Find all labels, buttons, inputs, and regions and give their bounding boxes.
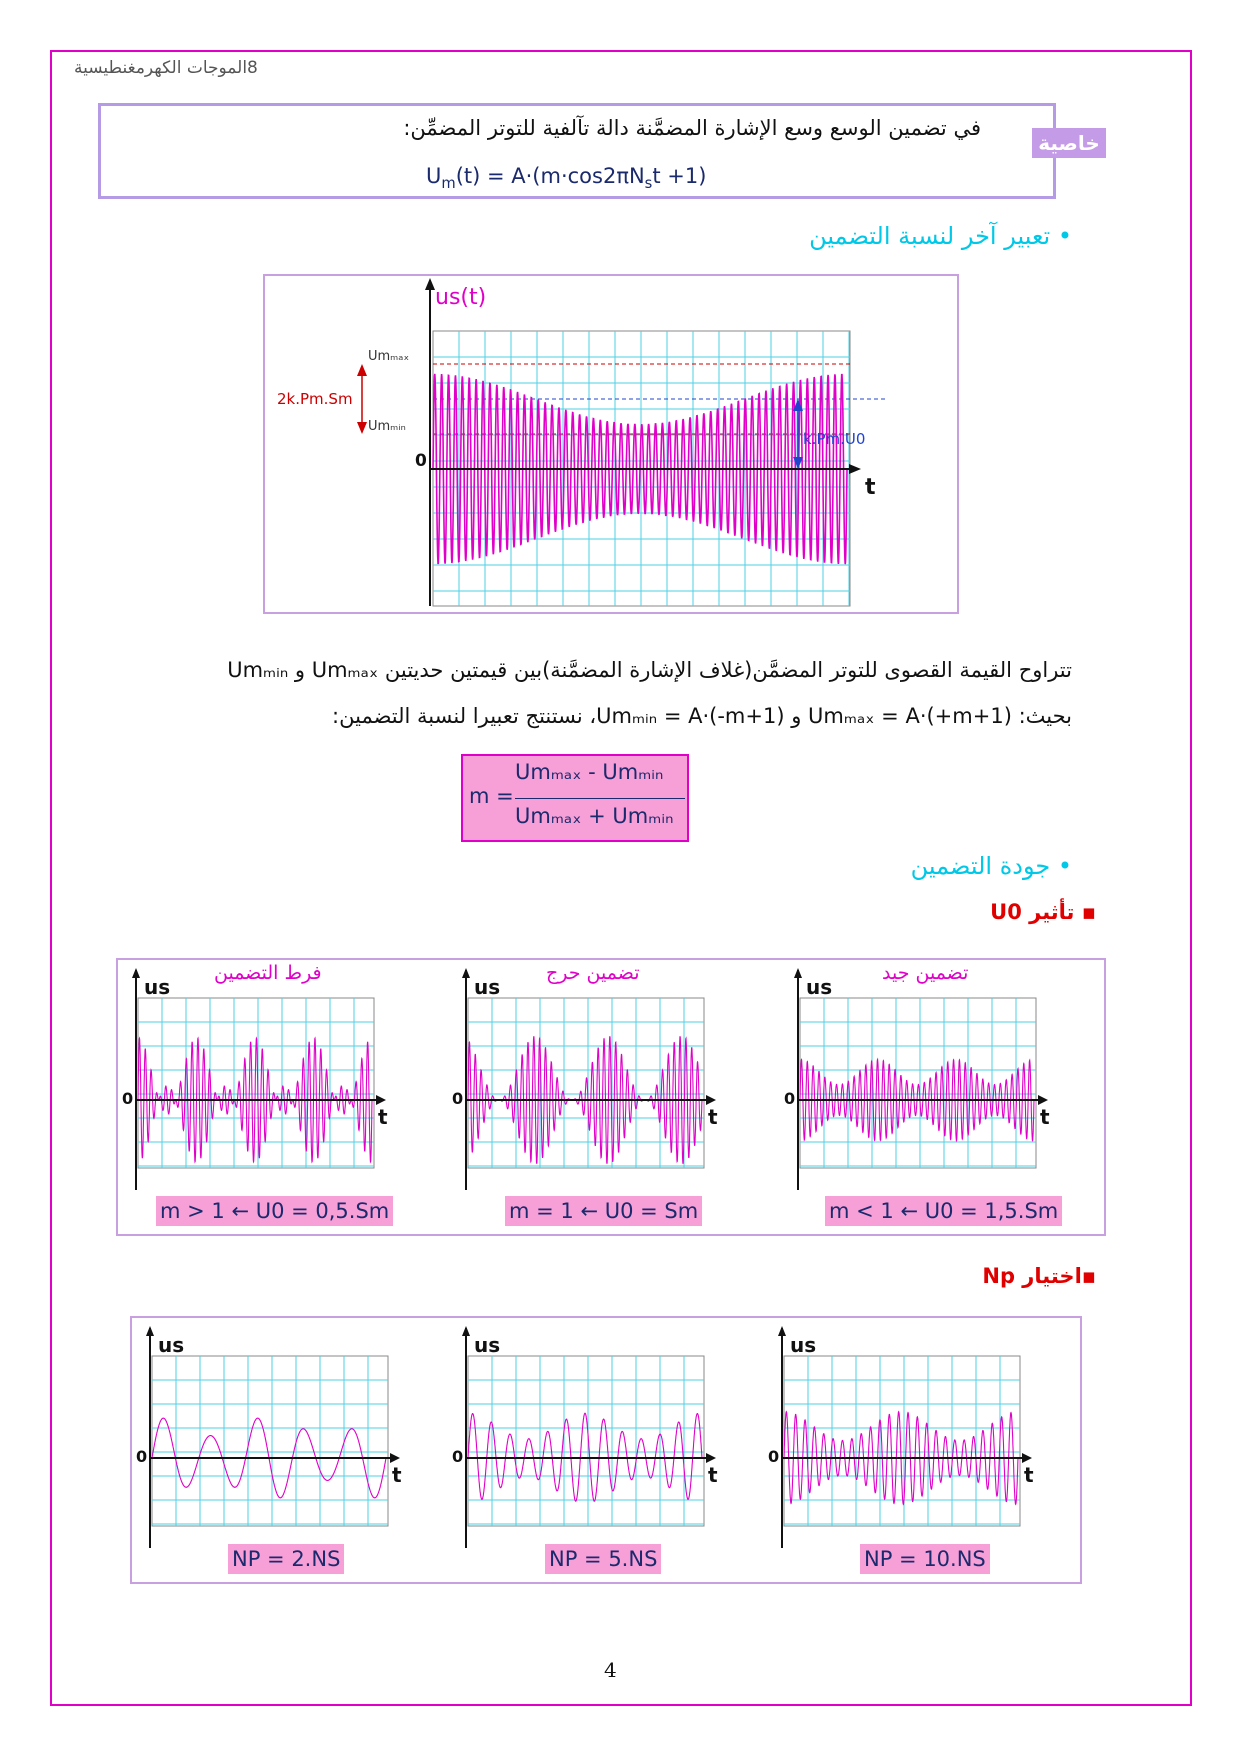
us-axis-label: us (790, 1333, 817, 1357)
origin-label: 0 (122, 1089, 134, 1108)
property-box (98, 103, 1056, 199)
grid (152, 1356, 388, 1526)
y-axis-arrow-icon (425, 278, 435, 290)
x-axis-arrow-icon (376, 1095, 386, 1105)
formula-denominator: Umₘₐₓ + Umₘᵢₙ (515, 804, 674, 828)
us-axis-label: us (474, 975, 501, 999)
origin-label: 0 (784, 1089, 796, 1108)
two-k-up-arrow-icon (357, 364, 367, 376)
np-choice-heading: ▪اختيار Np (982, 1264, 1096, 1288)
section-bullet-modulation-ratio: • تعبير آخر لنسبة التضمين (809, 222, 1072, 250)
formula-lhs: m = (469, 784, 514, 808)
u0-caption-2: m = 1 ← U0 = Sm (505, 1196, 702, 1226)
t-axis-label: t (708, 1463, 718, 1487)
modulation-ratio-formula (461, 754, 689, 842)
envelope-expression-paragraph: بحيث: Umₘₐₓ = A·(+m+1) و Umₘᵢₙ = A·(-m+1)، نستنتج تعبيرا لنسبة التضمين: (332, 704, 1072, 728)
two-k-down-arrow-icon (357, 422, 367, 434)
t-axis-label: t (865, 475, 876, 500)
origin-label: 0 (452, 1447, 464, 1466)
origin-label: 0 (415, 451, 427, 471)
np-graphs-panel (130, 1316, 1082, 1584)
y-axis-arrow-icon (462, 1326, 470, 1336)
np-caption-2: NP = 5.NS (545, 1544, 661, 1574)
grid (138, 998, 374, 1168)
grid (468, 1356, 704, 1526)
y-axis-arrow-icon (778, 1326, 786, 1336)
origin-label: 0 (136, 1447, 148, 1466)
x-axis-arrow-icon (849, 464, 861, 474)
u0-caption-3: m < 1 ← U0 = 1,5.Sm (825, 1196, 1062, 1226)
envelope-paragraph: تتراوح القيمة القصوى للتوتر المضمَّن(غلاف الإشارة المضمَّنة)بين قيمتين حديتين Umₘₐₓ و Umₘᵢₙ (227, 658, 1072, 682)
fraction-bar (515, 798, 685, 799)
np-caption-3: NP = 10.NS (860, 1544, 990, 1574)
t-axis-label: t (708, 1105, 718, 1129)
u0-graph-title-1: فرط التضمين (214, 962, 322, 984)
t-axis-label: t (392, 1463, 402, 1487)
u0-graphs-svg (118, 960, 1104, 1234)
k-label: k.Pm.U0 (803, 430, 866, 448)
property-text: في تضمين الوسع وسع الإشارة المضمَّنة دالة تآلفية للتوتر المضمِّن: (403, 116, 981, 140)
x-axis-arrow-icon (706, 1453, 716, 1463)
us-axis-label: us (144, 975, 171, 999)
t-axis-label: t (1040, 1105, 1050, 1129)
y-axis-label: us(t) (435, 285, 487, 310)
page-number: 4 (604, 1658, 617, 1682)
two-k-label: 2k.Pm.Sm (277, 390, 353, 408)
us-axis-label: us (474, 1333, 501, 1357)
us-axis-label: us (158, 1333, 185, 1357)
us-axis-label: us (806, 975, 833, 999)
x-axis-arrow-icon (1038, 1095, 1048, 1105)
origin-label: 0 (768, 1447, 780, 1466)
np-graphs-svg (132, 1318, 1080, 1582)
u0-graph-title-3: تضمين جيد (882, 962, 969, 984)
section-bullet-modulation-quality: • جودة التضمين (910, 852, 1072, 880)
formula-numerator: Umₘₐₓ - Umₘᵢₙ (515, 760, 664, 784)
u0-graphs-panel (116, 958, 1106, 1236)
t-axis-label: t (378, 1105, 388, 1129)
u0-caption-1: m > 1 ← U0 = 0,5.Sm (156, 1196, 393, 1226)
u0-effect-heading: ▪ تأثير U0 (990, 900, 1096, 924)
property-badge: خاصية (1032, 128, 1106, 158)
x-axis-arrow-icon (1022, 1453, 1032, 1463)
modulated-signal-svg (265, 276, 957, 612)
umin-label: Umₘᵢₙ (368, 419, 406, 434)
page-header: 8الموجات الكهرمغنطيسية (74, 58, 258, 78)
origin-label: 0 (452, 1089, 464, 1108)
y-axis-arrow-icon (794, 968, 802, 978)
np-caption-1: NP = 2.NS (228, 1544, 344, 1574)
x-axis-arrow-icon (706, 1095, 716, 1105)
umax-label: Umₘₐₓ (368, 349, 410, 364)
u0-graph-title-2: تضمين حرج (546, 962, 640, 984)
property-formula: $U_m(t) = A\cdot(m\cdot\cos 2\pi N_st +1)$ (426, 164, 707, 193)
y-axis-arrow-icon (462, 968, 470, 978)
y-axis-arrow-icon (146, 1326, 154, 1336)
x-axis-arrow-icon (390, 1453, 400, 1463)
modulated-signal-graph (263, 274, 959, 614)
t-axis-label: t (1024, 1463, 1034, 1487)
y-axis-arrow-icon (132, 968, 140, 978)
